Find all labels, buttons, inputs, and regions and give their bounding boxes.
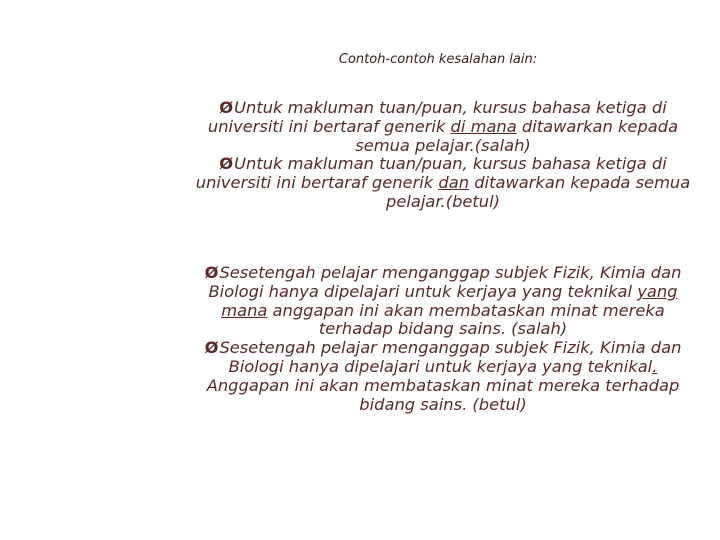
example-text-before: Untuk makluman tuan/puan, kursus bahasa ketiga di universiti ini bertaraf generik — [207, 98, 667, 136]
example-2-correct — [188, 339, 698, 414]
example-text-underlined: dan — [438, 173, 470, 193]
example-1-wrong — [188, 99, 698, 155]
example-text-before: Untuk makluman tuan/puan, kursus bahasa ketiga di universiti ini bertaraf generik — [195, 154, 667, 193]
bullet-arrow-icon: Ø — [219, 98, 234, 117]
example-text-before: Sesetengah pelajar menganggap subjek Fizik, Kimia dan Biologi hanya dipelajari untuk kerjaya yang teknikal — [219, 338, 682, 376]
example-text-after: ditawarkan kepada semua pelajar.(salah) — [355, 116, 679, 155]
example-text-underlined: di mana — [450, 116, 517, 136]
bullet-arrow-icon: Ø — [219, 154, 234, 174]
example-text-underlined: . — [652, 356, 658, 376]
example-text-underlined: yang mana — [221, 281, 678, 320]
bullet-arrow-icon: Ø — [204, 263, 219, 282]
example-1-correct — [188, 155, 698, 211]
example-text-after: anggapan ini akan membataskan minat mereka terhadap bidang sains. (salah) — [267, 300, 665, 339]
example-group-1 — [188, 99, 698, 212]
example-text-before: Sesetengah pelajar menganggap subjek Fizik, Kimia dan Biologi hanya dipelajari untuk kerjaya yang teknikal — [208, 263, 682, 301]
slide-heading: Contoh-contoh kesalahan lain: — [338, 52, 538, 67]
example-text-after: Anggapan ini akan membataskan minat mereka terhadap bidang sains. (betul) — [206, 375, 680, 414]
example-group-2 — [188, 264, 698, 414]
bullet-arrow-icon: Ø — [204, 338, 219, 358]
example-text-after: ditawarkan kepada semua pelajar.(betul) — [385, 173, 691, 211]
example-2-wrong — [188, 264, 698, 339]
